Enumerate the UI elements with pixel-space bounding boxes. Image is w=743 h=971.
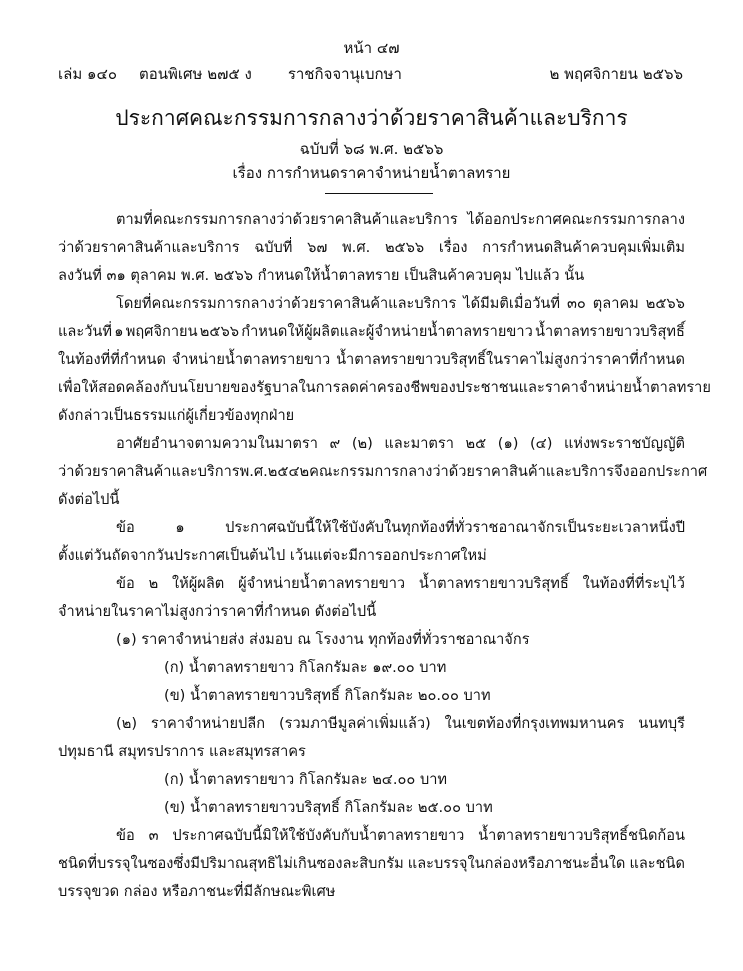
body-line: (ข) น้ำตาลทรายขาวบริสุทธิ์ กิโลกรัมละ ๒๕.๐๐ บาท bbox=[164, 799, 493, 816]
body-line: ตั้งแต่วันถัดจากวันประกาศเป็นต้นไป เว้นแต่จะมีการออกประกาศใหม่ bbox=[58, 547, 487, 564]
body-line: ชนิดที่บรรจุในซองซึ่งมีปริมาณสุทธิไม่เกินซองละสิบกรัม และบรรจุในกล่องหรือภาชนะอื่นใด และชนิด bbox=[58, 855, 685, 872]
body-line: ข้อ ๒ ให้ผู้ผลิต ผู้จำหน่ายน้ำตาลทรายขาว น้ำตาลทรายขาวบริสุทธิ์ ในท้องที่ที่ระบุไว้ bbox=[116, 575, 685, 592]
body-line: ดังต่อไปนี้ bbox=[58, 491, 120, 508]
body-line: เพื่อให้สอดคล้องกับนโยบายของรัฐบาลในการลดค่าครองชีพของประชาชนและราคาจำหน่ายน้ำตาลทราย bbox=[58, 379, 711, 396]
body-line: (๑) ราคาจำหน่ายส่ง ส่งมอบ ณ โรงงาน ทุกท้องที่ทั่วราชอาณาจักร bbox=[116, 631, 530, 648]
header-section: ตอนพิเศษ ๒๗๕ ง bbox=[139, 65, 252, 83]
announcement-title: ประกาศคณะกรรมการกลางว่าด้วยราคาสินค้าและบริการ bbox=[115, 106, 628, 130]
body-line: (ก) น้ำตาลทรายขาว กิโลกรัมละ ๑๙.๐๐ บาท bbox=[164, 659, 447, 676]
body-line: ดังกล่าวเป็นธรรมแก่ผู้เกี่ยวข้องทุกฝ่าย bbox=[58, 407, 295, 424]
body-line: ว่าด้วยราคาสินค้าและบริการ พ.ศ. ๒๕๔๒ คณะกรรมการกลางว่าด้วยราคาสินค้าและบริการ จึงออกประกาศ bbox=[58, 463, 708, 480]
body-line: (๒) ราคาจำหน่ายปลีก (รวมภาษีมูลค่าเพิ่มแล้ว) ในเขตท้องที่กรุงเทพมหานคร นนทบุรี bbox=[116, 715, 685, 732]
page-number: หน้า ๔๗ bbox=[343, 39, 400, 57]
body-line: ลงวันที่ ๓๑ ตุลาคม พ.ศ. ๒๕๖๖ กำหนดให้น้ำตาลทราย เป็นสินค้าควบคุม ไปแล้ว นั้น bbox=[58, 267, 585, 284]
body-line: โดยที่คณะกรรมการกลางว่าด้วยราคาสินค้าและบริการ ได้มีมติเมื่อวันที่ ๓๐ ตุลาคม ๒๕๖๖ bbox=[116, 295, 685, 312]
gazette-header bbox=[58, 62, 683, 86]
body-line: ว่าด้วยราคาสินค้าและบริการ ฉบับที่ ๖๗ พ.ศ. ๒๕๖๖ เรื่อง การกำหนดสินค้าควบคุมเพิ่มเติม bbox=[58, 239, 685, 256]
body-line: อาศัยอำนาจตามความในมาตรา ๙ (๒) และมาตรา ๒๕ (๑) (๔) แห่งพระราชบัญญัติ bbox=[116, 435, 685, 452]
body-line: ตามที่คณะกรรมการกลางว่าด้วยราคาสินค้าและบริการ ได้ออกประกาศคณะกรรมการกลาง bbox=[116, 211, 685, 228]
body-line: (ข) น้ำตาลทรายขาวบริสุทธิ์ กิโลกรัมละ ๒๐.๐๐ บาท bbox=[164, 687, 491, 704]
header-volume: เล่ม ๑๔๐ bbox=[58, 65, 118, 83]
body-line: ข้อ ๓ ประกาศฉบับนี้มิให้ใช้บังคับกับน้ำตาลทรายขาว น้ำตาลทรายขาวบริสุทธิ์ชนิดก้อน bbox=[116, 827, 685, 844]
header-date: ๒ พฤศจิกายน ๒๕๖๖ bbox=[549, 65, 683, 83]
announcement-subject: เรื่อง การกำหนดราคาจำหน่ายน้ำตาลทราย bbox=[232, 164, 511, 182]
body-line: ข้อ ๑ ประกาศฉบับนี้ให้ใช้บังคับในทุกท้องที่ทั่วราชอาณาจักรเป็นระยะเวลาหนึ่งปี bbox=[116, 519, 685, 536]
body-line: (ก) น้ำตาลทรายขาว กิโลกรัมละ ๒๔.๐๐ บาท bbox=[164, 771, 448, 788]
body-line: ในท้องที่ที่กำหนด จำหน่ายน้ำตาลทรายขาว น้ำตาลทรายขาวบริสุทธิ์ในราคาไม่สูงกว่าราคาที่กำหนด bbox=[58, 351, 685, 368]
announcement-issue: ฉบับที่ ๖๘ พ.ศ. ๒๕๖๖ bbox=[299, 140, 444, 158]
body-line: ปทุมธานี สมุทรปราการ และสมุทรสาคร bbox=[58, 743, 306, 760]
body-line: บรรจุขวด กล่อง หรือภาชนะที่มีลักษณะพิเศษ bbox=[58, 883, 336, 900]
header-gazette: ราชกิจจานุเบกษา bbox=[287, 65, 402, 83]
body-line: จำหน่ายในราคาไม่สูงกว่าราคาที่กำหนด ดังต่อไปนี้ bbox=[58, 603, 377, 620]
title-divider bbox=[325, 193, 433, 194]
body-line: และวันที่ ๑ พฤศจิกายน ๒๕๖๖ กำหนดให้ผู้ผลิตและผู้จำหน่ายน้ำตาลทรายขาว น้ำตาลทรายขาวบริสุทธิ์ bbox=[58, 323, 685, 340]
